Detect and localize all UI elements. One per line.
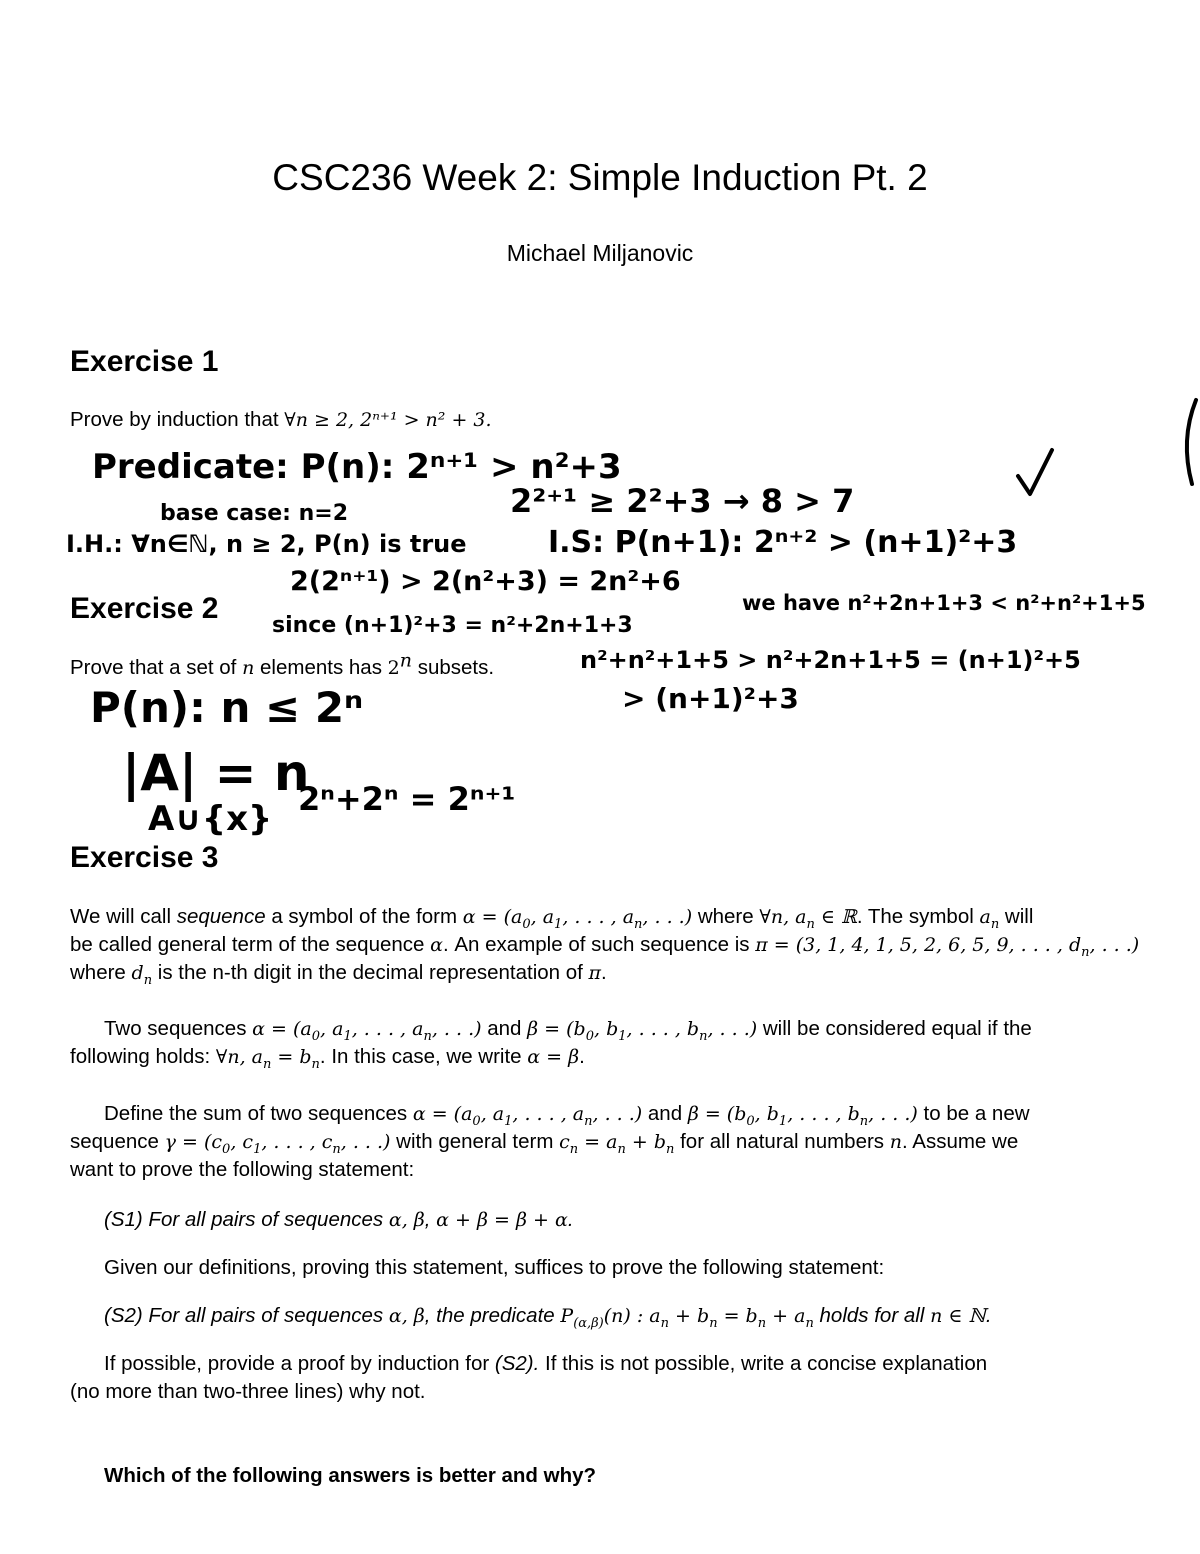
exercise-1-prompt bbox=[70, 406, 1170, 434]
exercise-2-handwriting bbox=[90, 683, 515, 839]
exercise-3-paragraph-2: Two sequences $\alpha = (a_0$, $a_1$, . . . , $a_n$, . . .) and $\beta = (b_0$, $b_1$, . . . , $b_n$, . . .) will be considered equal if the following holds: ∀n, $a_n = b_n$. In this case, we write α = β. bbox=[70, 1017, 1032, 1072]
exercise-2-prompt-c: subsets. bbox=[417, 656, 495, 679]
hw-since: since (n+1)²+3 = n²+2n+1+3 bbox=[272, 613, 633, 638]
hw-union: A∪{x} bbox=[148, 799, 273, 839]
given-definitions-text: Given our definitions, proving this statement, suffices to prove the following statement: bbox=[104, 1256, 885, 1279]
exercise-3-paragraph-1: We will call sequence a symbol of the form $\alpha = (a_0$, $a_1$, . . . , $a_n$, . . .) where ∀n, $a_n$ ∈ ℝ. The symbol $a_n$ will be called general term of the sequence α. An example of such sequence is π = (3, 1, 4, 1, 5, 2, 6, 5, 9, . . . , $d_n$, . . .) where $d_n$ is the n-th digit in the decimal representation of π. bbox=[70, 905, 1140, 988]
exercise-1-prompt-math: ∀n ≥ 2, 2ⁿ⁺¹ > n² + 3. bbox=[284, 409, 492, 431]
exercise-2-power: 2$^n$ bbox=[387, 649, 413, 679]
hw-step-calc: 2(2ⁿ⁺¹) > 2(n²+3) = 2n²+6 bbox=[290, 566, 681, 597]
exercise-3-paragraph-4: If possible, provide a proof by induction for (S2). If this is not possible, write a concise explanation (no more than two-three lines) why not. bbox=[70, 1352, 988, 1403]
hw-sum: 2ⁿ+2ⁿ = 2ⁿ⁺¹ bbox=[298, 780, 516, 818]
hw-inductive-hypothesis: I.H.: ∀n∈ℕ, n ≥ 2, P(n) is true bbox=[66, 530, 467, 558]
document-title: CSC236 Week 2: Simple Induction Pt. 2 bbox=[272, 157, 928, 198]
hw-base-case: base case: n=2 bbox=[160, 501, 349, 526]
exercise-2-prompt-b: elements has bbox=[260, 656, 382, 679]
author-name: Michael Miljanovic bbox=[506, 240, 694, 266]
exercise-3-heading: Exercise 3 bbox=[70, 841, 219, 874]
exercise-2-prompt bbox=[70, 649, 1170, 682]
exercise-2-heading: Exercise 2 bbox=[70, 592, 219, 625]
statement-s2: (S2) For all pairs of sequences α, β, the predicate $P_{(\alpha,\beta)}(n)$ : $a_n + b_n = b_n + a_n$ holds for all n ∈ ℕ. bbox=[104, 1304, 992, 1331]
hw-cardinality: |A| = n bbox=[122, 744, 310, 802]
hw-inequality: n²+n²+1+5 > n²+2n+1+5 = (n+1)²+5 bbox=[580, 646, 1081, 674]
hw-conclusion: > (n+1)²+3 bbox=[622, 682, 799, 715]
hw-inductive-step: I.S: P(n+1): 2ⁿ⁺² > (n+1)²+3 bbox=[548, 525, 1018, 560]
hw-predicate: Predicate: P(n): 2ⁿ⁺¹ > n²+3 bbox=[92, 447, 622, 487]
margin-bracket bbox=[1187, 400, 1196, 484]
exercise-1-prompt-text: Prove by induction that bbox=[70, 408, 279, 431]
exercise-2-n: n bbox=[242, 657, 255, 679]
hw-exercise-2-predicate: P(n): n ≤ 2ⁿ bbox=[90, 683, 364, 732]
question-text: Which of the following answers is better and why? bbox=[104, 1464, 597, 1487]
statement-s1: (S1) For all pairs of sequences α, β, α + β = β + α. bbox=[104, 1208, 574, 1231]
exercise-3-paragraph-3: Define the sum of two sequences $\alpha = (a_0$, $a_1$, . . . , $a_n$, . . .) and $\beta = (b_0$, $b_1$, . . . , $b_n$, . . .) to be a new sequence $\gamma = (c_0$, $c_1$, . . . , $c_n$, . . .) with general term $c_n = a_n + b_n$ for all natural numbers n. Assume we want to prove the following statement: bbox=[70, 1102, 1030, 1181]
hw-we-have: we have n²+2n+1+3 < n²+n²+1+5 bbox=[742, 591, 1146, 615]
exercise-1-heading: Exercise 1 bbox=[70, 345, 219, 378]
hw-base-calc: 2²⁺¹ ≥ 2²+3 → 8 > 7 bbox=[510, 482, 855, 520]
exercise-2-prompt-a: Prove that a set of bbox=[70, 656, 237, 679]
sequence-term: sequence bbox=[176, 905, 266, 928]
checkmark-icon bbox=[1018, 450, 1052, 494]
